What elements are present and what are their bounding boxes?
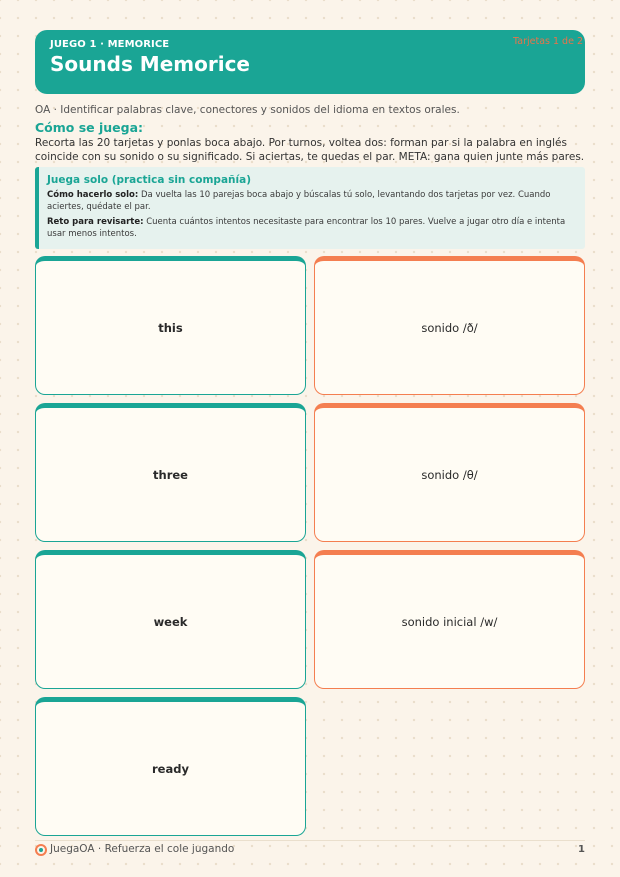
word-card[interactable] — [35, 550, 306, 689]
sound-card[interactable] — [314, 256, 585, 395]
solo-challenge — [47, 216, 575, 240]
card-text: week — [153, 614, 188, 629]
game-kicker: JUEGO 1 · MEMORICE — [50, 39, 170, 50]
solo-challenge-label: Reto para revisarte: — [47, 217, 144, 227]
card-counter: Tarjetas 1 de 2 — [513, 36, 583, 47]
word-card[interactable] — [35, 256, 306, 395]
howto-text: Recorta las 20 tarjetas y ponlas boca abajo. Por turnos, voltea dos: forman par si la palabra en inglés coincide con su sonido o su significado. Si aciertas, te quedas el par. META: gana quien junte más pares. — [35, 137, 585, 163]
page-number: 1 — [578, 844, 585, 855]
footer-divider — [35, 840, 585, 841]
game-header — [35, 30, 585, 94]
word-card[interactable] — [35, 403, 306, 542]
solo-how — [47, 189, 575, 213]
solo-title: Juega solo (practica sin compañía) — [47, 174, 251, 186]
sound-card[interactable] — [314, 550, 585, 689]
solo-play-box — [35, 167, 585, 249]
target-icon — [35, 844, 47, 856]
card-text: three — [153, 467, 188, 482]
card-text: sonido /ð/ — [421, 320, 478, 335]
solo-how-label: Cómo hacerlo solo: — [47, 190, 139, 200]
footer-brand: JuegaOA · Refuerza el cole jugando — [50, 843, 235, 855]
card-text: ready — [152, 761, 189, 776]
sound-card[interactable] — [314, 403, 585, 542]
learning-objective: OA · Identificar palabras clave, conectores y sonidos del idioma en textos orales. — [35, 104, 460, 116]
solo-challenge-text: Cuenta cuántos intentos necesitaste para encontrar los 10 pares. Vuelve a jugar otro día e intenta usar menos intentos. — [47, 217, 566, 239]
solo-how-text: Da vuelta las 10 parejas boca abajo y búscalas tú solo, levantando dos tarjetas por vez. Cuando aciertes, quédate el par. — [47, 190, 551, 212]
howto-heading: Cómo se juega: — [35, 120, 144, 135]
card-text: sonido /θ/ — [421, 467, 478, 482]
card-text: this — [158, 320, 183, 335]
page-title: Sounds Memorice — [50, 52, 250, 76]
card-text: sonido inicial /w/ — [401, 614, 498, 629]
word-card[interactable] — [35, 697, 306, 836]
